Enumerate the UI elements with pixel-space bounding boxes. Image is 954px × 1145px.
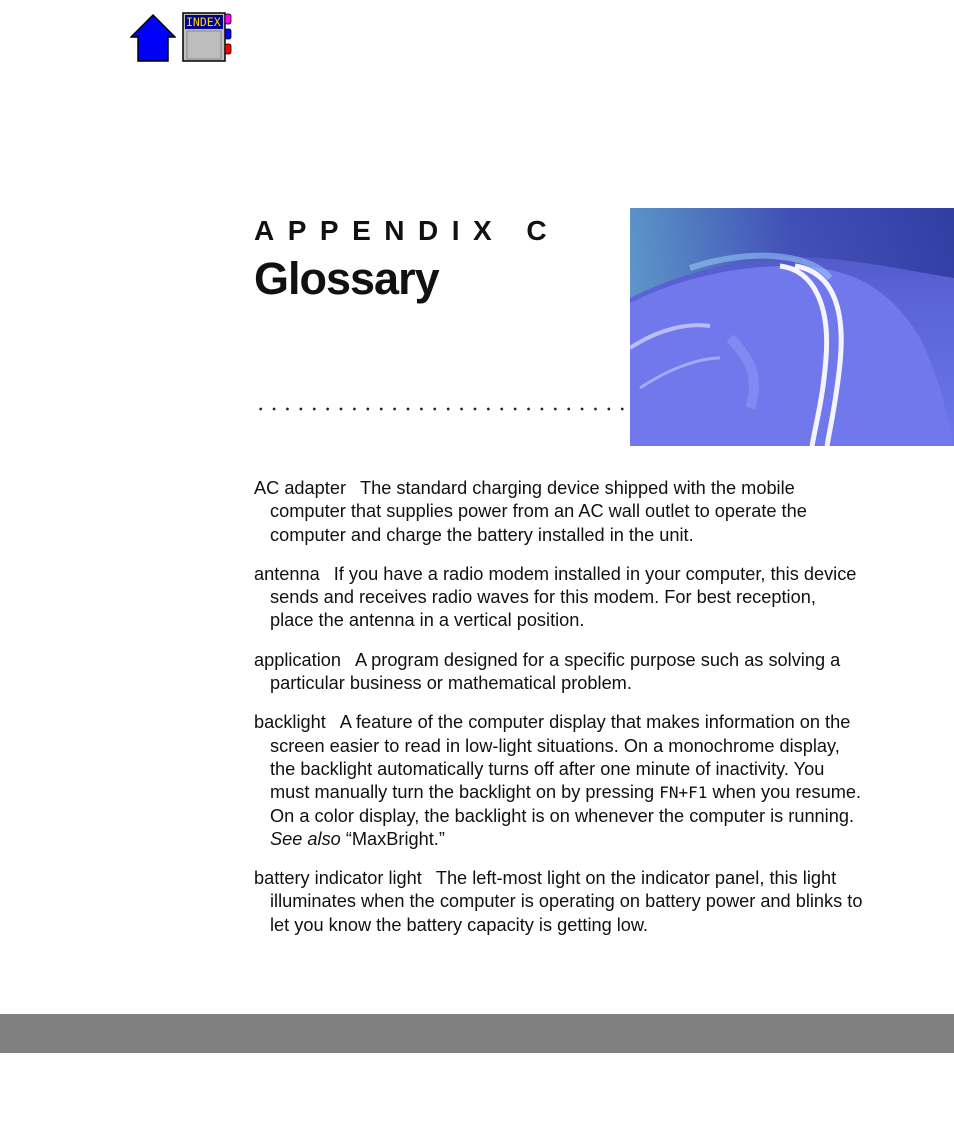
glossary-entry-backlight xyxy=(254,711,864,851)
glossary-definition: The standard charging device shipped with the mobile computer that supplies power from an AC wall outlet to operate the computer and charge the battery installed in the unit. xyxy=(270,478,807,545)
glossary-definition-continued: when you resume. On a color display, the backlight is on whenever the computer is running. xyxy=(270,782,862,826)
home-icon[interactable] xyxy=(130,13,176,63)
glossary-term: AC adapter xyxy=(254,478,347,498)
appendix-label: APPENDIX C xyxy=(254,215,561,246)
footer-bar xyxy=(0,1014,954,1053)
glossary-definition: If you have a radio modem installed in your computer, this device sends and receives radio waves for this modem. For best reception, place the antenna in a vertical position. xyxy=(270,563,857,631)
glossary-entry-antenna xyxy=(254,563,864,633)
dotted-divider xyxy=(254,406,630,412)
index-label: INDEX xyxy=(186,15,221,29)
key-combo: FN+F1 xyxy=(659,783,708,803)
glossary-entry-application xyxy=(254,649,864,696)
glossary-definition: The left-most light on the indicator panel, this light illuminates when the computer is operating on battery power and blinks to let you know the battery capacity is getting low. xyxy=(270,868,863,935)
glossary-definition: A program designed for a specific purpose such as solving a particular business or mathematical problem. xyxy=(270,649,841,694)
glossary-list xyxy=(254,477,864,953)
glossary-definition: A feature of the computer display that makes information on the screen easier to read in low-light situations. On a monochrome display, the backlight automatically turns off after one minute of inactivity. You must manually turn the backlight on by pressing xyxy=(270,712,851,803)
glossary-term: application xyxy=(254,649,341,670)
road-photo xyxy=(630,208,954,446)
see-also-reference: “MaxBright.” xyxy=(345,828,445,849)
home-icon-graphic xyxy=(130,13,176,63)
glossary-term: antenna xyxy=(254,563,320,584)
glossary-entry-ac-adapter xyxy=(254,477,864,547)
road-photo-graphic xyxy=(630,208,954,446)
glossary-term: backlight xyxy=(254,712,326,733)
index-book-graphic xyxy=(182,12,232,64)
see-also-label: See also xyxy=(270,828,341,849)
index-book-icon[interactable] xyxy=(182,12,232,64)
glossary-entry-battery-indicator-light xyxy=(254,867,864,937)
page-title: Glossary xyxy=(254,253,439,304)
glossary-term: battery indicator light xyxy=(254,868,422,889)
